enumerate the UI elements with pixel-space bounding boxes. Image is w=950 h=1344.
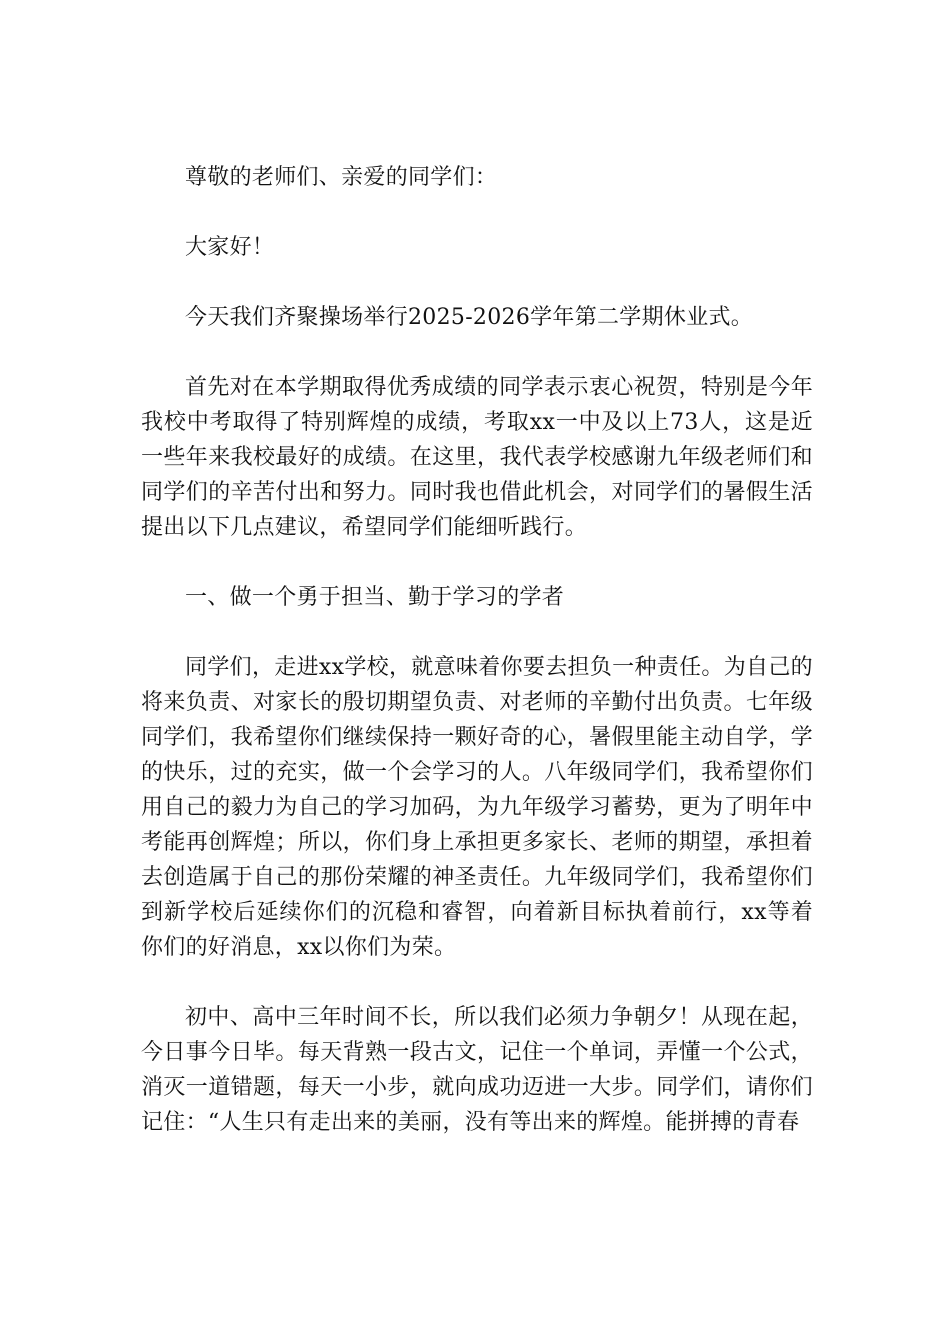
congratulation-paragraph: 首先对在本学期取得优秀成绩的同学表示衷心祝贺，特别是今年我校中考取得了特别辉煌的成绩，考取xx一中及以上73人，这是近一些年来我校最好的成绩。在这里，我代表学校感谢九年级老师们和同学们的辛苦付出和努力。同时我也借此机会，对同学们的暑假生活提出以下几点建议，希望同学们能细听践行。: [141, 375, 813, 540]
document-body: [141, 160, 813, 1140]
time-paragraph: 初中、高中三年时间不长，所以我们必须力争朝夕！从现在起，今日事今日毕。每天背熟一段古文，记住一个单词，弄懂一个公式，消灭一道错题，每天一小步，就向成功迈进一大步。同学们，请你们记住：“人生只有走出来的美丽，没有等出来的辉煌。能拼搏的青春: [141, 1005, 813, 1135]
opening-paragraph: 今天我们齐聚操场举行2025-2026学年第二学期休业式。: [185, 305, 754, 330]
responsibility-paragraph: 同学们，走进xx学校，就意味着你要去担负一种责任。为自己的将来负责、对家长的殷切期望负责、对老师的辛勤付出负责。七年级同学们，我希望你们继续保持一颗好奇的心，暑假里能主动自学，学的快乐，过的充实，做一个会学习的人。八年级同学们，我希望你们用自己的毅力为自己的学习加码，为九年级学习蓄势，更为了明年中考能再创辉煌；所以，你们身上承担更多家长、老师的期望，承担着去创造属于自己的那份荣耀的神圣责任。九年级同学们，我希望你们到新学校后延续你们的沉稳和睿智，向着新目标执着前行，xx等着你们的好消息，xx以你们为荣。: [141, 655, 813, 960]
salutation: 尊敬的老师们、亲爱的同学们：: [185, 165, 498, 190]
section-heading-1: 一、做一个勇于担当、勤于学习的学者: [185, 585, 565, 610]
greeting: 大家好！: [185, 235, 275, 260]
